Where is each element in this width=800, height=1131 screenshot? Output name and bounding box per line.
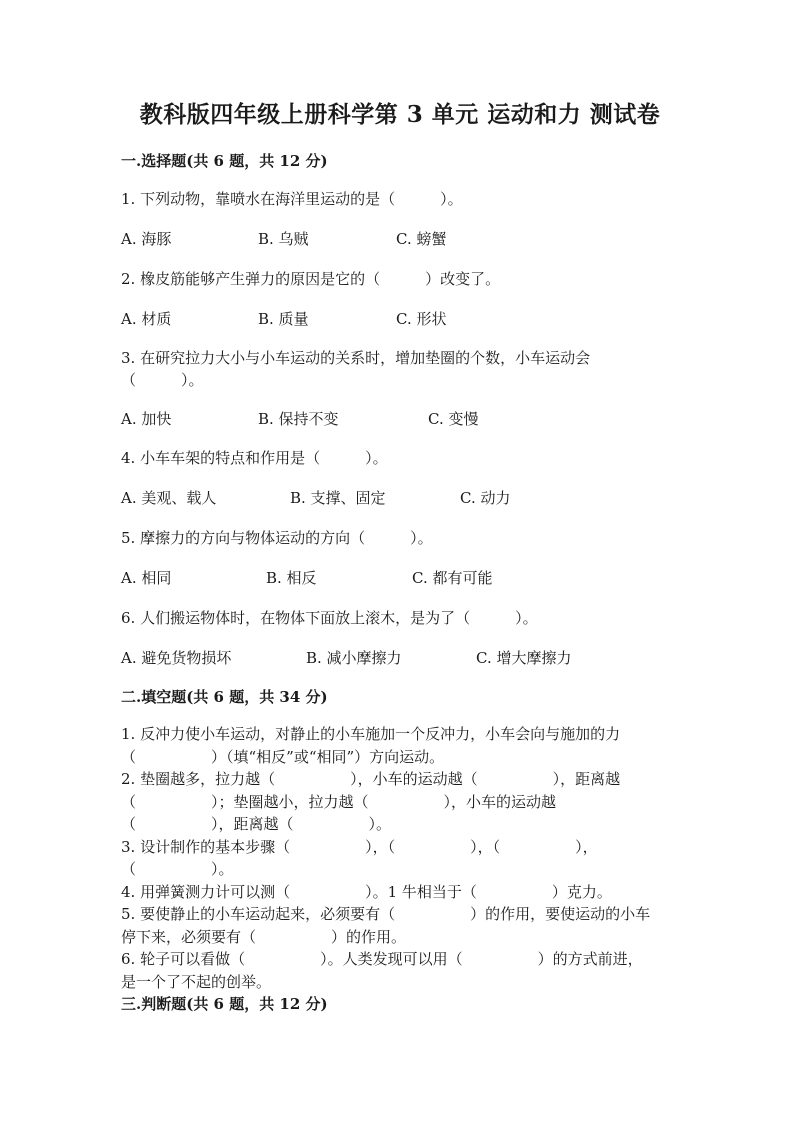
fill-line: （ ）。 bbox=[121, 860, 234, 878]
option-a: A. 材质 bbox=[121, 310, 172, 328]
fill-line: （ ），距离越（ ）。 bbox=[121, 815, 392, 833]
fill-line: 5. 要使静止的小车运动起来，必须要有（ ）的作用，要使运动的小车 bbox=[121, 905, 651, 923]
fill-line: 2. 垫圈越多，拉力越（ ），小车的运动越（ ），距离越 bbox=[121, 770, 621, 788]
fill-line: （ ）（填“相反”或“相同”）方向运动。 bbox=[121, 747, 445, 766]
option-a: A. 避免货物损坏 bbox=[121, 649, 232, 667]
option-a: A. 加快 bbox=[121, 410, 172, 428]
fill-in-questions bbox=[121, 723, 687, 993]
fill-line: 是一个了不起的创举。 bbox=[121, 972, 272, 991]
question-stem: 4. 小车车架的特点和作用是（ ）。 bbox=[121, 449, 388, 467]
section-heading-judge: 三.判断题(共 6 题，共 12 分) bbox=[121, 995, 328, 1013]
option-b: B. 质量 bbox=[258, 310, 309, 328]
option-b: B. 保持不变 bbox=[258, 410, 339, 428]
question-stem: 3. 在研究拉力大小与小车运动的关系时，增加垫圈的个数，小车运动会 bbox=[121, 349, 591, 367]
option-a: A. 相同 bbox=[121, 569, 172, 587]
option-c: C. 都有可能 bbox=[412, 569, 493, 587]
question-stem: 1. 下列动物，靠喷水在海洋里运动的是（ ）。 bbox=[121, 190, 463, 208]
question-stem: 6. 人们搬运物体时，在物体下面放上滚木，是为了（ ）。 bbox=[121, 609, 538, 627]
option-c: C. 螃蟹 bbox=[396, 230, 447, 248]
section-heading-choice: 一.选择题(共 6 题，共 12 分) bbox=[121, 152, 328, 170]
option-b: B. 相反 bbox=[266, 569, 317, 587]
section-heading-fill: 二.填空题(共 6 题，共 34 分) bbox=[121, 688, 328, 706]
option-a: A. 海豚 bbox=[121, 230, 172, 248]
question-stem-continued: （ ）。 bbox=[121, 371, 204, 389]
option-c: C. 形状 bbox=[396, 310, 447, 328]
option-c: C. 动力 bbox=[460, 489, 511, 507]
fill-line: （ ）；垫圈越小，拉力越（ ），小车的运动越 bbox=[121, 792, 557, 811]
option-c: C. 变慢 bbox=[428, 410, 479, 428]
option-b: B. 支撑、固定 bbox=[290, 489, 386, 507]
option-a: A. 美观、载人 bbox=[121, 489, 217, 507]
option-b: B. 乌贼 bbox=[258, 230, 309, 248]
fill-line: 6. 轮子可以看做（ ）。人类发现可以用（ ）的方式前进， bbox=[121, 950, 643, 968]
option-b: B. 减小摩擦力 bbox=[306, 649, 402, 667]
option-c: C. 增大摩擦力 bbox=[476, 649, 572, 667]
fill-line: 1. 反冲力使小车运动，对静止的小车施加一个反冲力，小车会向与施加的力 bbox=[121, 725, 621, 743]
fill-line: 3. 设计制作的基本步骤（ ），（ ），（ ）， bbox=[121, 837, 598, 856]
question-stem: 2. 橡皮筋能够产生弹力的原因是它的（ ）改变了。 bbox=[121, 270, 501, 288]
fill-line: 停下来，必须要有（ ）的作用。 bbox=[121, 927, 407, 946]
page-title: 教科版四年级上册科学第 3 单元 运动和力 测试卷 bbox=[139, 101, 661, 128]
fill-line: 4. 用弹簧测力计可以测（ ）。1 牛相当于（ ）克力。 bbox=[121, 882, 612, 901]
question-stem: 5. 摩擦力的方向与物体运动的方向（ ）。 bbox=[121, 529, 433, 547]
